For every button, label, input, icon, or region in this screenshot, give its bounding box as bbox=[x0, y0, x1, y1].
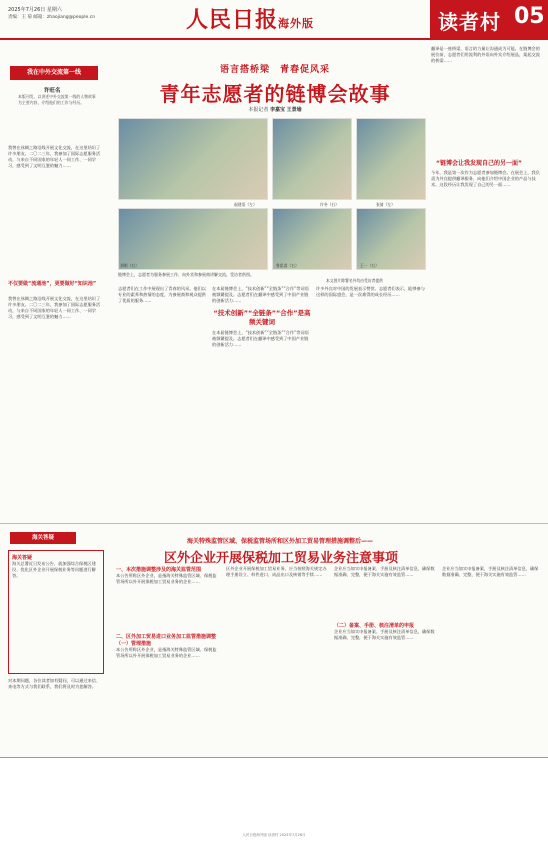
right-article-subhead: “链博会让我发现自己的另一面” bbox=[436, 160, 522, 167]
reporter-2: 王景瑜 bbox=[286, 107, 302, 113]
photo-1-caption: 福建语（左） bbox=[234, 202, 257, 207]
photo-6 bbox=[356, 208, 426, 270]
bottom-col-2 bbox=[116, 566, 220, 747]
photo-2 bbox=[272, 118, 352, 200]
column-title: 我在中外交流第一线 bbox=[10, 66, 98, 80]
bottom-col-4-text: 企业应当如实申报备案、手册及核注清单信息，确保数据准确、完整，便于海关实施有效监管…… bbox=[334, 629, 435, 640]
left-article-subhead: 不仅要做“流通池”，更要做好“知识池” bbox=[8, 281, 97, 287]
photo-6-caption: 王一（右） bbox=[360, 263, 379, 268]
bottom-tag: 海关答疑 bbox=[10, 532, 76, 544]
photo-credit: 本文图片除署名外均由受访者提供 bbox=[326, 278, 383, 283]
left-article-body: 我曾在丝绸之路沿线开展文化交流，在这里结识了许多朋友。二〇二三年，我参加了国际志愿服务活动，与来自不同国家的年轻人一同工作、一同学习，感受到了文明互鉴的魅力…… bbox=[8, 145, 101, 168]
photo-4-caption: 刘明（右） bbox=[120, 263, 139, 268]
bottom-kicker: 海关特殊监管区域、保税监管场所和区外加工贸易管理措施调整后—— bbox=[186, 538, 373, 545]
middle-col-2: 志愿者们在工作中展现出了青春的风采。他们以专业的素养和热情的态度，为参展商和观众提供了优质的服务…… bbox=[118, 286, 206, 303]
masthead bbox=[0, 0, 548, 38]
middle-subhead: “技术创新”“全链条”“合作”是高频关键词 bbox=[213, 309, 311, 326]
qa-box bbox=[8, 550, 104, 674]
photo-5 bbox=[272, 208, 352, 270]
newspaper-logo bbox=[186, 3, 314, 34]
section-divider bbox=[0, 523, 548, 524]
section-3-heading: （二）备案、手册、核注清单的申报 bbox=[334, 623, 415, 629]
issue-date: 2025年7月26日 星期六 bbox=[8, 7, 62, 13]
qa-box-text: 海关总署近日发布公告，就加强综合保税区建设、优化区外企业开展保税业务等问题进行解答。 bbox=[12, 561, 96, 578]
bottom-col-3: 区外企业开展保税加工贸易业务，应当按照海关规定办理手册设立、料件进口、成品出口及核销等手续…… bbox=[226, 566, 327, 577]
section-2-text: 本公告所称区外企业，是指海关特殊监管区域、保税监管场所以外开展保税加工贸易业务的企业…… bbox=[116, 647, 217, 658]
column-intro: 本版刊发，以讲述中外交流第一线的人物故事为主要内容，介绍他们的工作与经历。 bbox=[18, 94, 96, 105]
photo-3-caption: 张倩（左） bbox=[376, 202, 395, 207]
qa-box-title: 海关答疑 bbox=[12, 555, 33, 561]
bottom-col-5: 企业应当如实申报备案、手册及核注清单信息，确保数据准确、完整，便于海关实施有效监管…… bbox=[442, 566, 539, 577]
middle-col-3-top: 在本届链博会上，“技术创新”“全链条”“合作”等词语被频繁提及。志愿者们在翻译中感受到了中国产业链的创新活力…… bbox=[212, 286, 309, 303]
page-number: 05 bbox=[514, 4, 545, 29]
column-author: 许旺名 bbox=[44, 88, 61, 94]
editor-meta: 责编：王 菊 邮箱：zhaojiang@people.cn bbox=[8, 15, 96, 20]
byline-prefix: 本报记者 bbox=[248, 107, 269, 113]
feature-byline bbox=[150, 106, 400, 113]
logo-text: 人民日报 bbox=[186, 7, 279, 33]
section-2-subheading: （一）管理措施 bbox=[116, 641, 152, 647]
section-1-text: 本公告所称区外企业，是指海关特殊监管区域、保税监管场所以外开展保税加工贸易业务的企业…… bbox=[116, 573, 217, 584]
section-name: 读者村 bbox=[438, 10, 501, 34]
middle-col-4: 许多外宾对中国的发展表示赞赏。志愿者们表示，能够参与这样的国际盛会，是一次难得的成长经历…… bbox=[316, 286, 425, 297]
photo-5-caption: 鲁思睿（右） bbox=[276, 263, 299, 268]
feature-kicker: 语言搭桥梁 青春促风采 bbox=[219, 65, 330, 75]
bottom-col-4-top: 企业应当如实申报备案、手册及核注清单信息，确保数据准确、完整，便于海关实施有效监管…… bbox=[334, 566, 435, 577]
middle-col-3: 在本届链博会上，“技术创新”“全链条”“合作”等词语被频繁提及。志愿者们在翻译中感受到了中国产业链的创新活力…… bbox=[212, 330, 309, 347]
section-2-heading: 二、区外加工贸易进口业务加工监管措施调整 bbox=[116, 634, 217, 640]
feature-headline: 青年志愿者的链博会故事 bbox=[159, 82, 391, 106]
bottom-col-1: 对本期问题，各位读者如有疑问，可以通过来信、来电等方式与我们联系，我们将及时为您解答。 bbox=[8, 678, 101, 689]
header-rule bbox=[0, 38, 548, 40]
right-article-body: 翻译是一座桥梁，语言的力量让沟通成为可能。在链博会的展位前，志愿者们用流利的外语向外宾介绍展品，架起交流的桥梁…… bbox=[431, 46, 540, 63]
bottom-headline: 区外企业开展保税加工贸易业务注意事项 bbox=[163, 551, 398, 566]
bottom-col-4 bbox=[334, 566, 438, 749]
logo-suffix: 海外版 bbox=[278, 17, 315, 30]
right-article-body-2: 今年，我是第一次作为志愿者参加链博会。在展会上，我负责为外宾提供翻译服务，向他们介绍中国企业的产品与技术。这段经历让我发现了自己的另一面…… bbox=[431, 170, 540, 187]
photo-1 bbox=[118, 118, 268, 200]
page-footer: 人民日报海外版 读者村 2025年7月26日 bbox=[242, 833, 306, 837]
photo-4 bbox=[118, 208, 268, 270]
reporter-1: 李嘉宝 bbox=[269, 107, 285, 113]
main-photo-caption: 链博会上，志愿者为服务参展工作、向外宾和参展商讲解交流。受访者供图。 bbox=[118, 272, 254, 277]
section-1-heading: 一、本次措施调整涉及的海关监管范围 bbox=[116, 567, 202, 573]
photo-2-caption: 许冬（右） bbox=[320, 202, 339, 207]
left-article-body-2: 我曾在丝绸之路沿线开展文化交流，在这里结识了许多朋友。二〇二三年，我参加了国际志愿服务活动，与来自不同国家的年轻人一同工作、一同学习，感受到了文明互鉴的魅力…… bbox=[8, 296, 101, 319]
photo-3 bbox=[356, 118, 426, 200]
classified-strip bbox=[0, 757, 548, 843]
